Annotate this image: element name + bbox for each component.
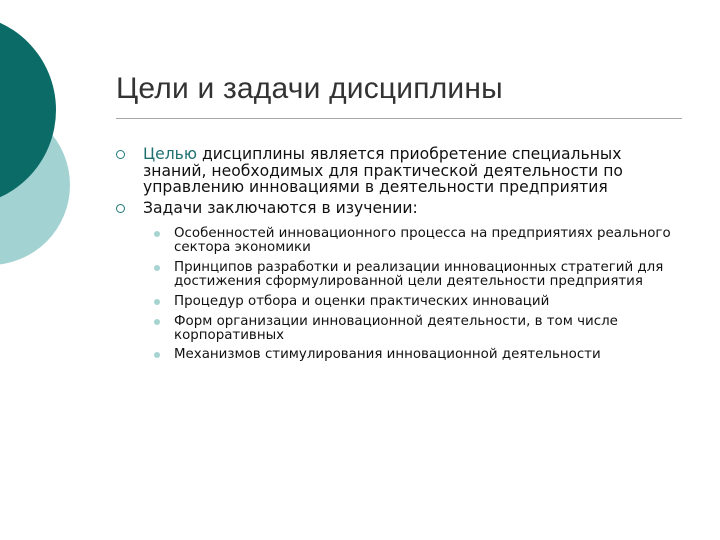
task-item-text: Форм организации инновационной деятельности, в том числе корпоративных xyxy=(174,313,618,343)
bullet-goal xyxy=(116,146,686,196)
dot-bullet-icon xyxy=(154,319,160,325)
task-item xyxy=(116,315,686,343)
task-item-text: Механизмов стимулирования инновационной деятельности xyxy=(174,347,601,363)
task-item-text: Особенностей инновационного процесса на предприятиях реального сектора экономики xyxy=(174,226,671,256)
hollow-circle-bullet-icon xyxy=(116,150,125,159)
task-item-text: Процедур отбора и оценки практических инноваций xyxy=(174,293,550,309)
goal-text: дисциплины является приобретение специальных знаний, необходимых для практической деятельности по управлению инновациями в деятельности предприятия xyxy=(143,145,623,196)
task-list xyxy=(116,227,686,363)
dot-bullet-icon xyxy=(154,265,160,271)
title-divider xyxy=(116,118,682,119)
task-item xyxy=(116,348,686,362)
goal-lead-word: Целью xyxy=(143,145,197,163)
task-item-text: Принципов разработки и реализации инновационных стратегий для достижения сформулированной цели деятельности предприятия xyxy=(174,259,664,290)
task-item xyxy=(116,227,686,255)
tasks-text: Задачи заключаются в изучении: xyxy=(143,198,418,217)
hollow-circle-bullet-icon xyxy=(116,204,125,213)
slide-content xyxy=(116,146,686,363)
bullet-tasks xyxy=(116,200,686,217)
dot-bullet-icon xyxy=(154,231,160,237)
decorative-circles xyxy=(0,0,120,300)
task-item xyxy=(116,261,686,289)
slide-title: Цели и задачи дисциплины xyxy=(116,72,503,105)
task-item xyxy=(116,295,686,309)
dot-bullet-icon xyxy=(154,352,160,358)
dot-bullet-icon xyxy=(154,299,160,305)
